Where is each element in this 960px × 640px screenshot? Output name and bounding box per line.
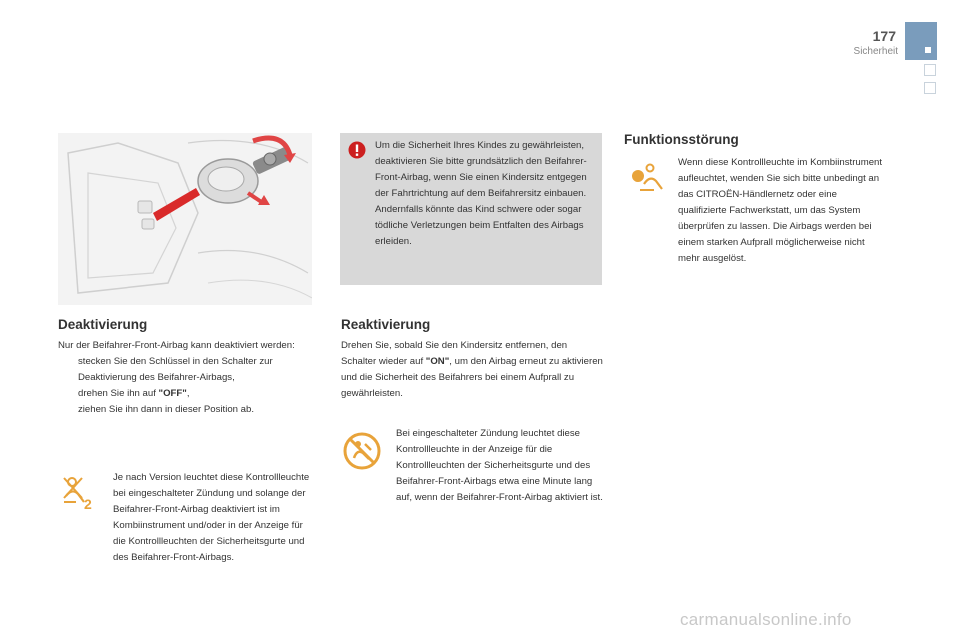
section-title: Sicherheit bbox=[853, 46, 898, 57]
exclamation-icon bbox=[348, 141, 366, 159]
reaktivierung-text: Drehen Sie, sobald Sie den Kindersitz entfernen, den Schalter wieder auf "ON", um den Airbag erneut zu aktivieren und die Sicherheit des Beifahrers bei einem Aufprall zu gewährleisten. bbox=[341, 340, 603, 399]
airbag-fault-icon bbox=[630, 162, 666, 198]
watermark: carmanualsonline.info bbox=[680, 610, 852, 629]
tab-indicator bbox=[925, 47, 931, 53]
section-heading-reaktivierung: Reaktivierung bbox=[341, 317, 431, 332]
section-heading-deaktivierung: Deaktivierung bbox=[58, 317, 148, 332]
chapter-tab-active[interactable] bbox=[905, 22, 937, 60]
warning-text bbox=[375, 138, 595, 250]
svg-text:2: 2 bbox=[84, 496, 92, 512]
warning-paragraph: Um die Sicherheit Ihres Kindes zu gewährleisten, deaktivieren Sie bitte grundsätzlich den Beifahrer-Front-Airbag, wenn Sie einen Kindersitz entgegen der Fahrtrichtung auf dem Beifahrersitz einbauen. bbox=[375, 140, 587, 199]
airbag-on-icon bbox=[343, 432, 381, 470]
deaktivierung-note: Je nach Version leuchtet diese Kontrollleuchte bei eingeschalteter Zündung und solange der Beifahrer-Front-Airbag deaktiviert ist im Kombiinstrument und/oder in der Anzeige für die Kontrollleuchten der Sicherheitsgurte und des Beifahrer-Front-Airbags. bbox=[113, 472, 310, 563]
list-item: drehen Sie ihn auf "OFF", bbox=[78, 388, 190, 399]
chapter-tab[interactable] bbox=[924, 82, 936, 94]
airbag-off-warning-icon bbox=[62, 476, 98, 512]
funktionsstoerung-note: Wenn diese Kontrollleuchte im Kombiinstrument aufleuchtet, wenden Sie sich bitte unbedingt an das CITROËN-Händlernetz oder eine qualifizierte Fachwerkstatt, um das System überprüfen zu lassen. Die Airbags werden bei einem starken Aufprall möglicherweise nicht mehr ausgelöst. bbox=[678, 157, 883, 264]
reaktivierung-note: Bei eingeschalteter Zündung leuchtet diese Kontrollleuchte in der Anzeige für die Kontrollleuchten der Sicherheitsgurte und des Beifahrer-Front-Airbags etwa eine Minute lang auf, wenn der Beifahrer-Front-Airbag aktiviert ist. bbox=[396, 428, 603, 503]
deaktivierung-text bbox=[58, 338, 308, 418]
intro-text: Nur der Beifahrer-Front-Airbag kann deaktiviert werden: bbox=[58, 340, 295, 351]
list-item: stecken Sie den Schlüssel in den Schalter zur Deaktivierung des Beifahrer-Airbags, bbox=[78, 356, 273, 383]
page-number: 177 bbox=[872, 28, 896, 44]
airbag-switch-illustration bbox=[58, 133, 312, 305]
off-label: "OFF" bbox=[158, 388, 187, 399]
section-heading-funktionsstoerung: Funktionsstörung bbox=[624, 132, 739, 147]
on-label: "ON" bbox=[425, 356, 450, 367]
chapter-tab[interactable] bbox=[924, 64, 936, 76]
list-item: ziehen Sie ihn dann in dieser Position ab. bbox=[78, 404, 255, 415]
warning-paragraph: Andernfalls könnte das Kind schwere oder sogar tödliche Verletzungen beim Entfalten des Airbags erleiden. bbox=[375, 204, 584, 247]
